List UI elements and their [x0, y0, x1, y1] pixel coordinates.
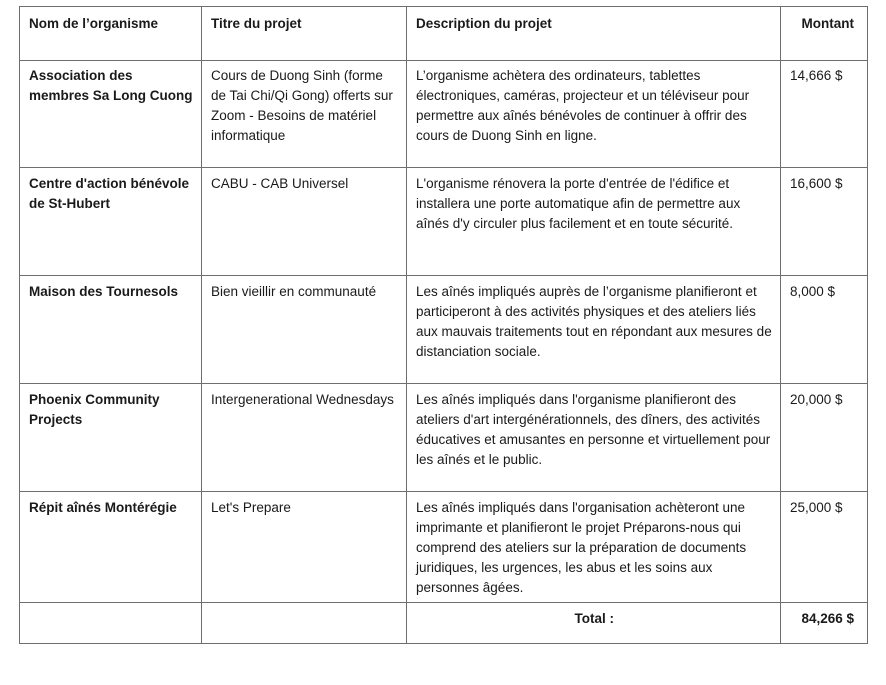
organization-cell: Association des membres Sa Long Cuong: [20, 61, 202, 168]
empty-cell: [20, 603, 202, 644]
table-row: [20, 168, 868, 276]
organization-cell: Centre d'action bénévole de St-Hubert: [20, 168, 202, 276]
description-cell: Les aînés impliqués auprès de l’organisme planifieront et participeront à des activités physiques et des ateliers liés aux mauvais traitements tout en répondant aux mesures de distanciation sociale.: [407, 276, 781, 384]
amount-cell: 16,600 $: [781, 168, 868, 276]
organization-cell: Phoenix Community Projects: [20, 384, 202, 492]
project-title-cell: Bien vieillir en communauté: [202, 276, 407, 384]
grants-table: [19, 6, 868, 644]
description-cell: L'organisme rénovera la porte d'entrée de l'édifice et installera une porte automatique afin de permettre aux aînés d'y circuler plus facilement et en toute sécurité.: [407, 168, 781, 276]
total-row: [20, 603, 868, 644]
project-title-cell: CABU - CAB Universel: [202, 168, 407, 276]
project-title-cell: Cours de Duong Sinh (forme de Tai Chi/Qi Gong) offerts sur Zoom - Besoins de matériel informatique: [202, 61, 407, 168]
table-row: [20, 492, 868, 603]
amount-cell: 8,000 $: [781, 276, 868, 384]
table-row: [20, 276, 868, 384]
header-organization: Nom de l’organisme: [20, 7, 202, 61]
table-row: [20, 384, 868, 492]
table-row: [20, 61, 868, 168]
organization-cell: Maison des Tournesols: [20, 276, 202, 384]
amount-cell: 20,000 $: [781, 384, 868, 492]
empty-cell: [202, 603, 407, 644]
amount-cell: 25,000 $: [781, 492, 868, 603]
amount-cell: 14,666 $: [781, 61, 868, 168]
header-amount: Montant: [781, 7, 868, 61]
description-cell: Les aînés impliqués dans l'organisme planifieront des ateliers d'art intergénérationnels, des dîners, des activités éducatives et amusantes en personne et virtuellement pour les aînés et le public.: [407, 384, 781, 492]
project-title-cell: Let's Prepare: [202, 492, 407, 603]
total-amount: 84,266 $: [781, 603, 868, 644]
description-cell: Les aînés impliqués dans l'organisation achèteront une imprimante et planifieront le projet Préparons-nous qui comprend des ateliers sur la préparation de documents juridiques, les urgences, les abus et les soins aux personnes âgées.: [407, 492, 781, 603]
total-label: Total :: [407, 603, 781, 644]
description-cell: L’organisme achètera des ordinateurs, tablettes électroniques, caméras, projecteur et un téléviseur pour permettre aux aînés bénévoles de continuer à offrir des cours de Duong Sinh en ligne.: [407, 61, 781, 168]
table-header-row: [20, 7, 868, 61]
project-title-cell: Intergenerational Wednesdays: [202, 384, 407, 492]
organization-cell: Répit aînés Montérégie: [20, 492, 202, 603]
header-description: Description du projet: [407, 7, 781, 61]
header-project-title: Titre du projet: [202, 7, 407, 61]
